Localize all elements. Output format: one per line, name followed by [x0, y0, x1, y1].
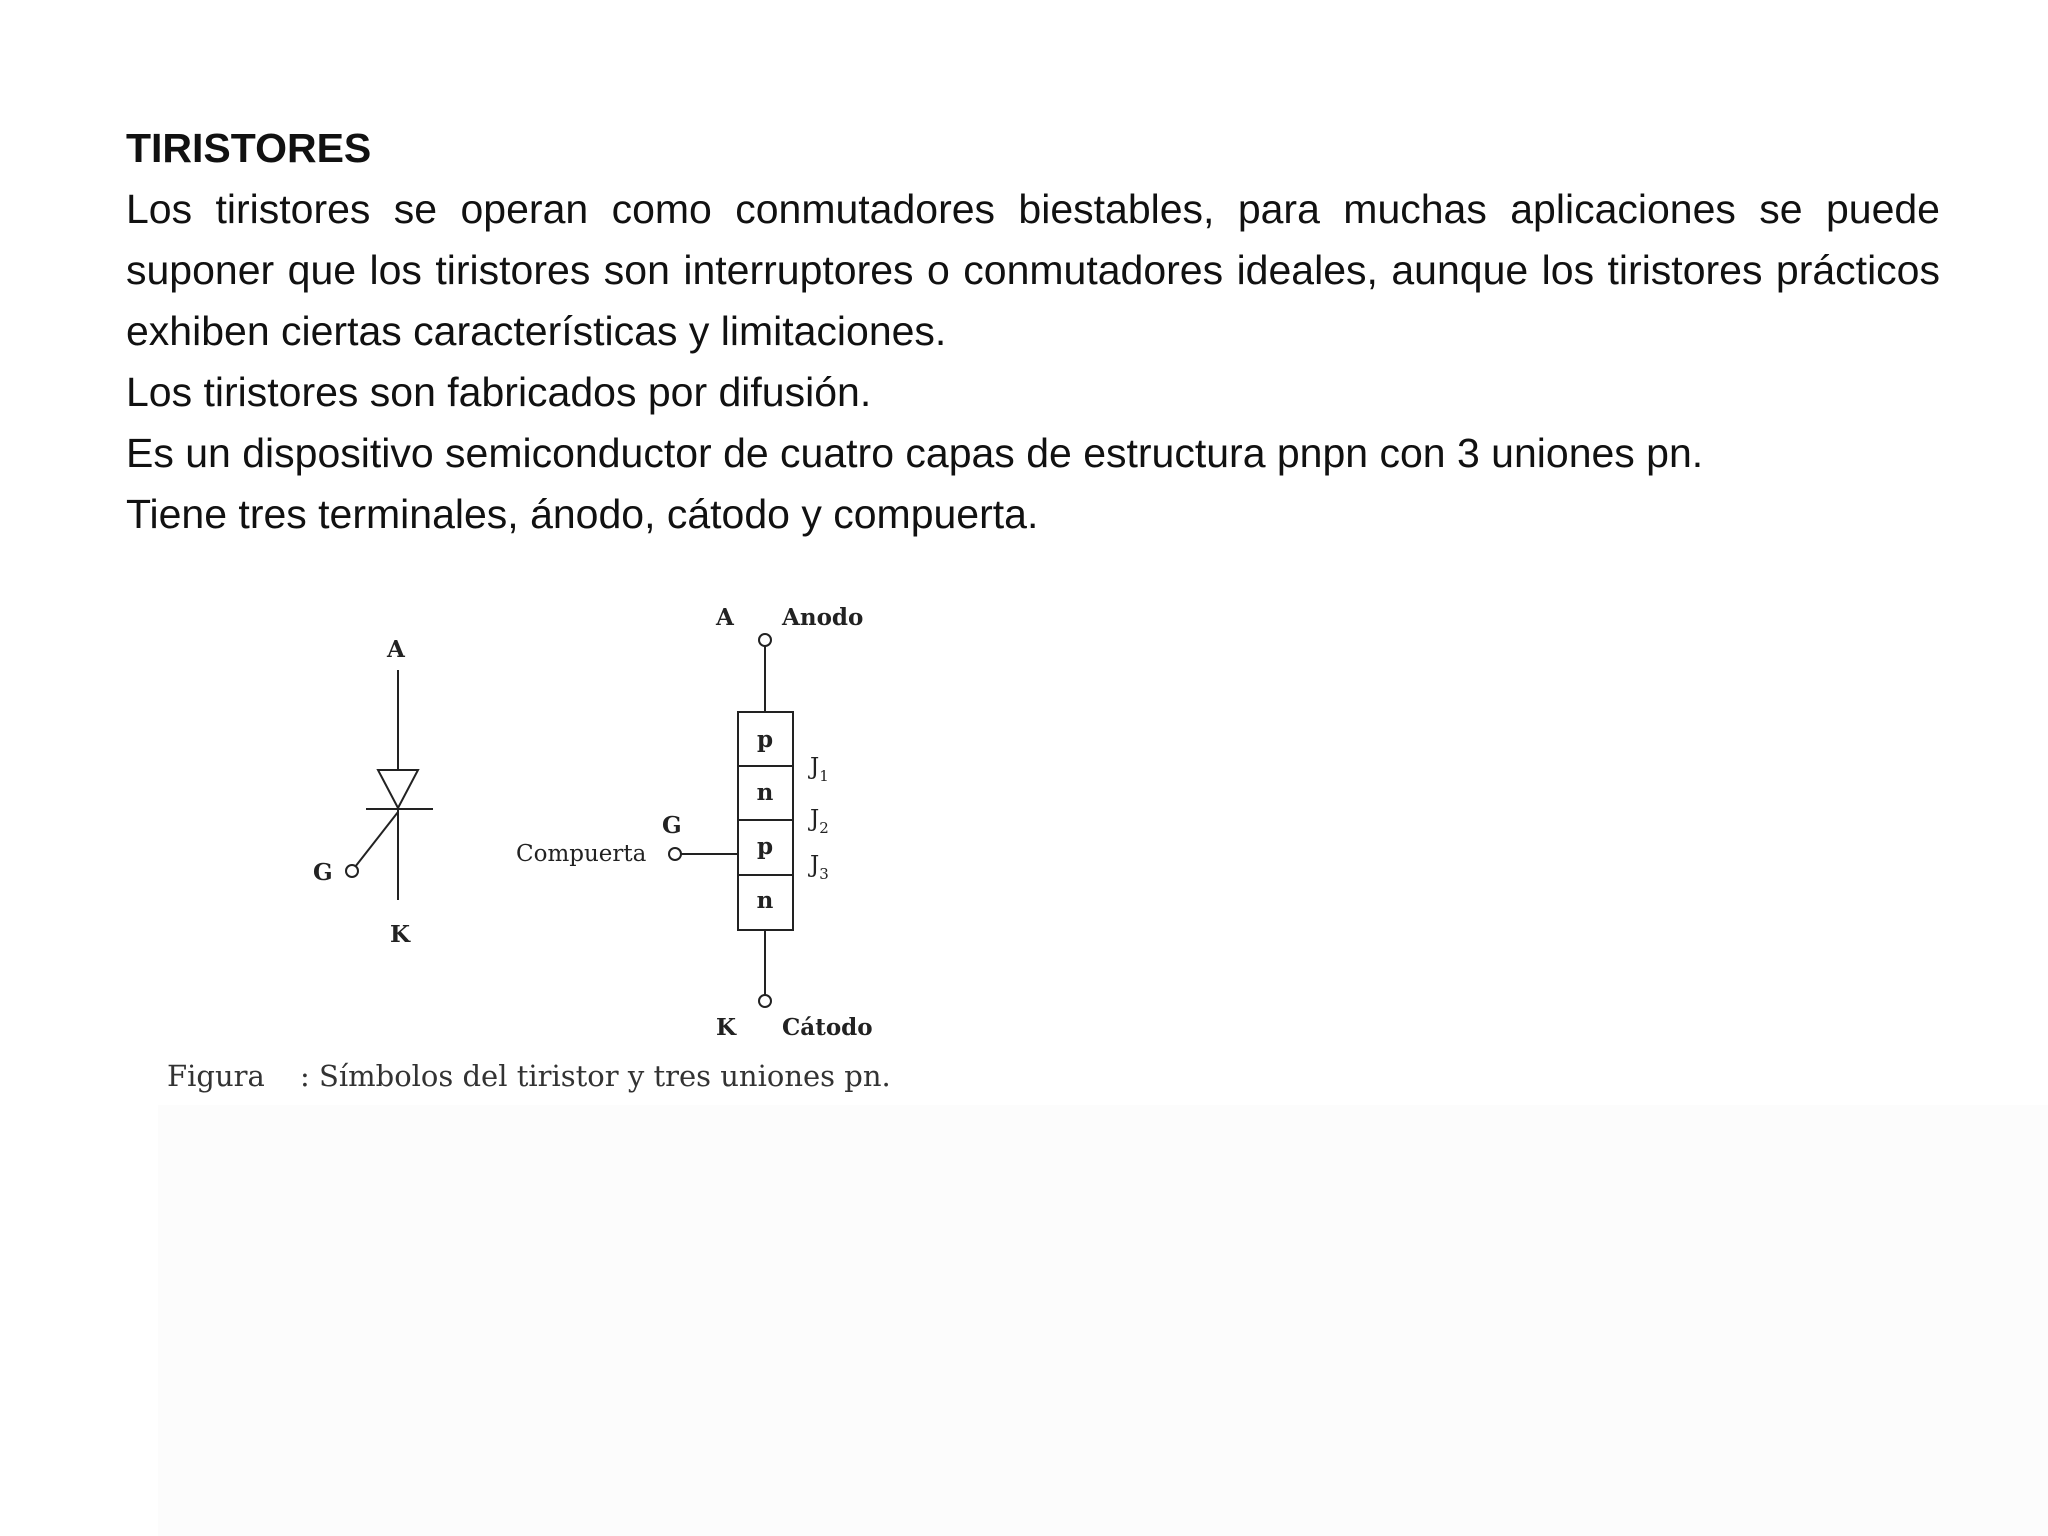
layer-label-2: n: [756, 779, 774, 806]
paragraph-fabrication: Los tiristores son fabricados por difusión.: [126, 369, 872, 415]
layer-label-3: p: [756, 833, 774, 860]
paragraph-terminals: Tiene tres terminales, ánodo, cátodo y compuerta.: [126, 491, 1039, 537]
scan-background: [158, 1105, 2048, 1536]
gate-terminal: [669, 848, 681, 860]
symbol-gate-terminal: [346, 865, 358, 877]
structure-gate-label: Compuerta: [516, 841, 647, 867]
structure-anode-letter: A: [716, 604, 734, 631]
paragraph-intro: Los tiristores se operan como conmutadores biestables, para muchas aplicaciones se puede suponer que los tiristores son interruptores o conmutadores ideales, aunque los tiristores prácticos exhiben ciertas características y limitaciones.: [126, 186, 1940, 354]
symbol-gate-label: G: [313, 859, 333, 886]
slide-title: TIRISTORES: [126, 125, 372, 171]
figure-caption-text: : Símbolos del tiristor y tres uniones pn.: [300, 1059, 891, 1093]
cathode-terminal: [759, 995, 771, 1007]
symbol-gate-lead: [355, 812, 398, 867]
thyristor-figure: [150, 590, 990, 1120]
layer-label-1: p: [756, 726, 774, 753]
anode-terminal: [759, 634, 771, 646]
paragraph-structure: Es un dispositivo semiconductor de cuatro capas de estructura pnpn con 3 uniones pn.: [126, 430, 1704, 476]
symbol-diode-triangle: [378, 770, 418, 808]
junction-label-3: $J_3$: [810, 852, 829, 883]
symbol-cathode-label: K: [390, 921, 410, 948]
figure-caption-prefix: Figura: [167, 1059, 265, 1093]
text-content: [126, 118, 1940, 545]
junction-label-1: $J_1$: [810, 754, 829, 785]
layer-label-4: n: [756, 887, 774, 914]
thyristor-symbol: [346, 670, 433, 900]
junction-label-2: $J_2$: [810, 806, 829, 837]
thyristor-diagram: [150, 590, 990, 1120]
structure-cathode-letter: K: [716, 1014, 736, 1041]
pnpn-structure: [669, 634, 793, 1007]
structure-anode-label: Anodo: [782, 604, 864, 631]
symbol-anode-label: A: [387, 636, 405, 663]
structure-gate-letter: G: [662, 812, 682, 839]
structure-cathode-label: Cátodo: [782, 1014, 873, 1041]
